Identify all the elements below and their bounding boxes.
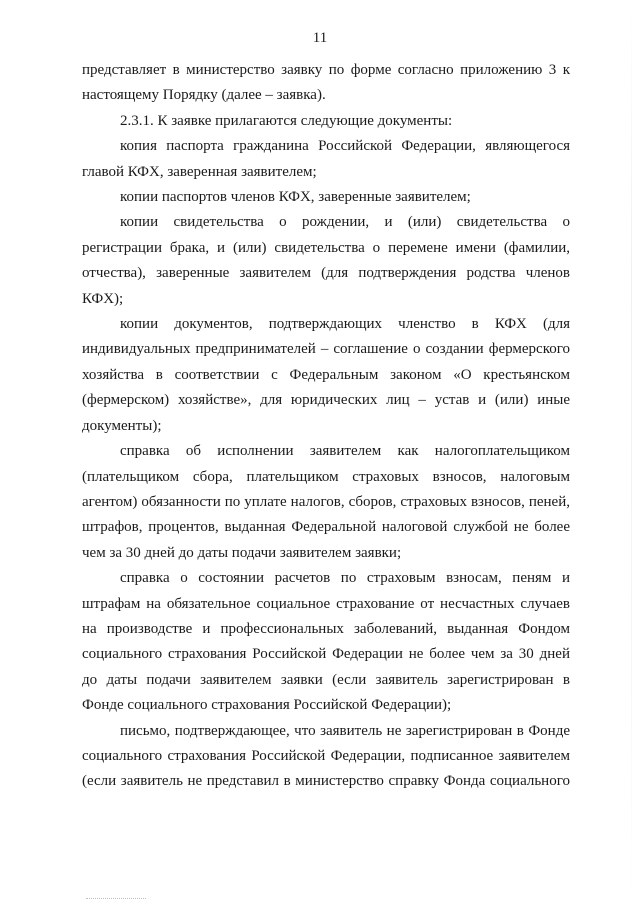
paragraph-section-heading: 2.3.1. К заявке прилагаются следующие документы: [120, 112, 453, 129]
paragraph-letter-not-registered: письмо, подтверждающее, что заявитель не зарегистрирован в Фонде социального страхования Российской Федерации, подписанное заявителем (если заявитель не представил в министерство справку Фонда социального [82, 722, 570, 790]
paragraph-tax-certificate: справка об исполнении заявителем как налогоплательщиком (плательщиком сбора, плательщиком страховых взносов, налоговым агентом) обязанности по уплате налогов, сборов, страховых взносов, пеней, штрафов, процентов, выданная Федеральной налоговой службой не более чем за 30 дней до даты подачи заявителем заявки; [82, 443, 570, 561]
document-body [82, 58, 570, 795]
page-number: 11 [312, 30, 328, 46]
paragraph-membership-docs: копии документов, подтверждающих членство в КФХ (для индивидуальных предпринимателей – соглашение о создании фермерского хозяйства в соответствии с Федеральным законом «О крестьянском (фермерском) хозяйстве», для юридических лиц – устав и (или) иные документы); [82, 316, 570, 434]
paragraph-passport-head: копия паспорта гражданина Российской Федерации, являющегося главой КФХ, заверенная заявителем; [82, 138, 570, 180]
paragraph-social-insurance-certificate: справка о состоянии расчетов по страховым взносам, пеням и штрафам на обязательное социальное страхование от несчастных случаев на производстве и профессиональных заболеваний, выданная Фондом социального страхования Российской Федерации не более чем за 30 дней до даты подачи заявителем заявки (если заявитель зарегистрирован в Фонде социального страхования Российской Федерации); [82, 570, 570, 714]
scan-bottom-mark [86, 896, 146, 899]
paragraph-passport-members: копии паспортов членов КФХ, заверенные заявителем; [120, 189, 471, 206]
paragraph-certificates: копии свидетельства о рождении, и (или) свидетельства о регистрации брака, и (или) свидетельства о перемене имени (фамилии, отчества), заверенные заявителем (для подтверждения родства членов КФХ); [82, 214, 570, 307]
paragraph-continuation: представляет в министерство заявку по форме согласно приложению 3 к настоящему Порядку (далее – заявка). [82, 62, 570, 104]
scan-edge-shadow [631, 0, 632, 905]
